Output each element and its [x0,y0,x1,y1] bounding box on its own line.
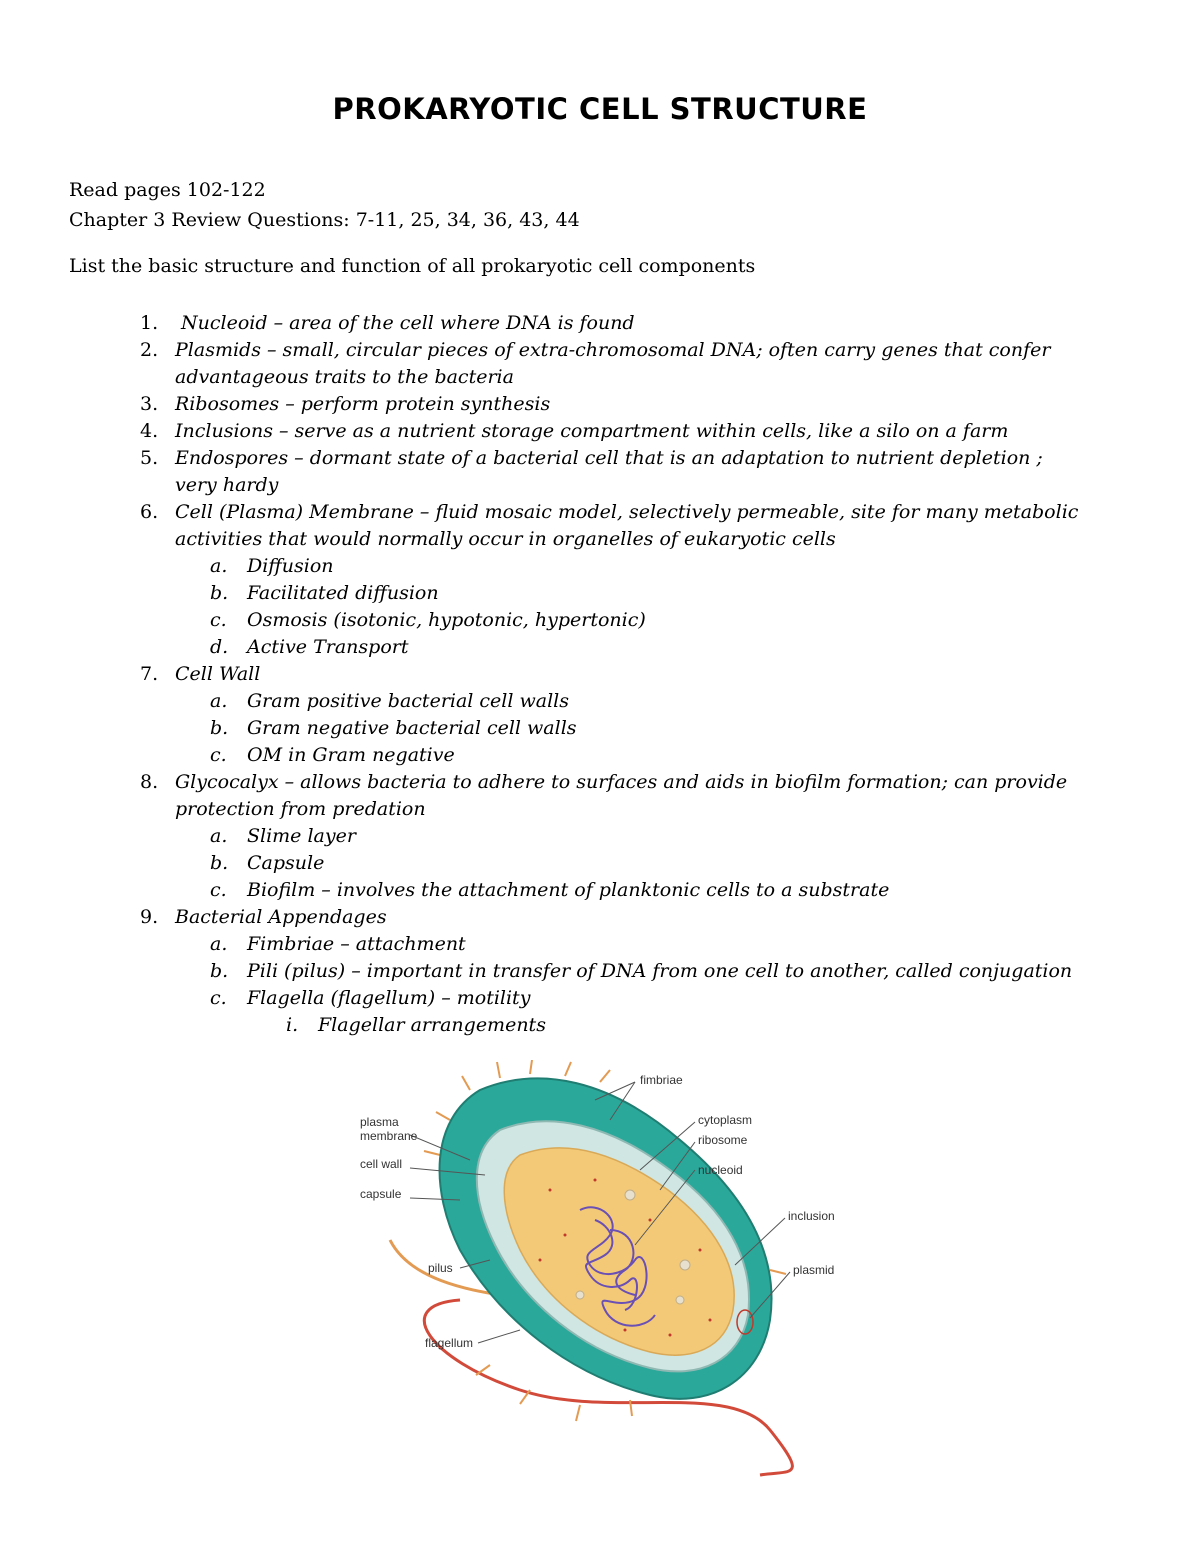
sublist-item [130,958,1090,985]
item-number: 1. [140,312,159,334]
sublist-item [130,553,1090,580]
label-cytoplasm: cytoplasm [698,1113,753,1127]
label-plasmid: plasmid [793,1263,835,1277]
label-pilus: pilus [428,1261,453,1275]
item-number: 4. [140,420,159,442]
sub-label: c. [210,609,227,631]
sublist-appendages [130,931,1090,1039]
sub-label: b. [210,717,229,739]
label-ribosome: ribosome [698,1133,748,1147]
sub-label: b. [210,582,229,604]
sublist-item [130,688,1090,715]
sub-label: b. [210,960,229,982]
list-item-endospores [130,445,1090,499]
sub-text: Pili (pilus) – important in transfer of DNA from one cell to another, called conjugation [247,960,1073,982]
list-item-cell-membrane [130,499,1090,553]
list-item-plasmids [130,337,1090,391]
sublist-item [130,850,1090,877]
sublist-glycocalyx [130,823,1090,904]
sub-text: Gram negative bacterial cell walls [247,717,577,739]
sublist-item [130,634,1090,661]
subsub-text: Flagellar arrangements [318,1014,546,1036]
sublist-item [130,877,1090,904]
sub-label: a. [210,825,228,847]
item-text: Cell (Plasma) Membrane – fluid mosaic model, selectively permeable, site for many metabolic activities that would normally occur in organelles of eukaryotic cells [175,501,1079,550]
item-number: 9. [140,906,159,928]
item-number: 2. [140,339,159,361]
sublist-item [130,985,1090,1012]
sub-text: Diffusion [247,555,334,577]
item-text: Glycocalyx – allows bacteria to adhere to surfaces and aids in biofilm formation; can provide protection from predation [175,771,1068,820]
label-nucleoid: nucleoid [698,1163,743,1177]
item-text: Bacterial Appendages [175,906,387,928]
item-text: Cell Wall [175,663,261,685]
sub-label: b. [210,852,229,874]
reading-assignment: Read pages 102-122 [69,179,266,201]
list-item-nucleoid [130,310,1090,337]
review-questions: Chapter 3 Review Questions: 7-11, 25, 34, 36, 43, 44 [69,209,580,231]
list-item-glycocalyx [130,769,1090,823]
item-number: 7. [140,663,159,685]
list-item-inclusions [130,418,1090,445]
sub-label: d. [210,636,229,658]
sub-text: Biofilm – involves the attachment of planktonic cells to a substrate [247,879,890,901]
instructions: List the basic structure and function of all prokaryotic cell components [69,255,756,277]
sub-label: a. [210,933,228,955]
sublist-cell-wall [130,688,1090,769]
sub-label: a. [210,555,228,577]
label-plasma: plasma [360,1115,399,1129]
assignment-block [69,175,580,235]
subsub-label: i. [286,1014,299,1036]
label-capsule: capsule [360,1187,402,1201]
page-title: PROKARYOTIC CELL STRUCTURE [332,92,868,126]
item-number: 3. [140,393,159,415]
item-text: Inclusions – serve as a nutrient storage compartment within cells, like a silo on a farm [175,420,1009,442]
sublist-item [130,823,1090,850]
prokaryotic-cell-diagram [350,1060,850,1480]
sublist-item [130,931,1090,958]
sublist-item [130,715,1090,742]
sublist-item [130,607,1090,634]
label-cell-wall: cell wall [360,1157,403,1171]
sub-text: Facilitated diffusion [247,582,439,604]
sub-text: Capsule [247,852,325,874]
sub-text: Gram positive bacterial cell walls [247,690,569,712]
label-membrane: membrane [360,1129,418,1143]
sublist-membrane [130,553,1090,661]
subsublist-item [130,1012,1090,1039]
list-item-cell-wall [130,661,1090,688]
item-number: 8. [140,771,159,793]
item-text: Plasmids – small, circular pieces of extra-chromosomal DNA; often carry genes that confer advantageous traits to the bacteria [175,339,1051,388]
sub-text: Active Transport [247,636,409,658]
sublist-item [130,742,1090,769]
item-number: 6. [140,501,159,523]
component-list [130,310,1090,1039]
item-text: Endospores – dormant state of a bacterial cell that is an adaptation to nutrient depletion ; very hardy [175,447,1043,496]
label-flagellum: flagellum [425,1336,474,1350]
sub-label: a. [210,690,228,712]
sub-text: Slime layer [247,825,356,847]
sub-text: OM in Gram negative [247,744,455,766]
item-number: 5. [140,447,159,469]
sub-label: c. [210,744,227,766]
sub-text: Flagella (flagellum) – motility [247,987,531,1009]
item-text: Nucleoid – area of the cell where DNA is found [175,312,635,334]
list-item-appendages [130,904,1090,931]
sub-label: c. [210,879,227,901]
list-item-ribosomes [130,391,1090,418]
label-fimbriae: fimbriae [640,1073,683,1087]
label-inclusion: inclusion [788,1209,835,1223]
item-text: Ribosomes – perform protein synthesis [175,393,551,415]
sublist-item [130,580,1090,607]
sub-text: Osmosis (isotonic, hypotonic, hypertonic) [247,609,646,631]
sub-label: c. [210,987,227,1009]
sub-text: Fimbriae – attachment [247,933,466,955]
